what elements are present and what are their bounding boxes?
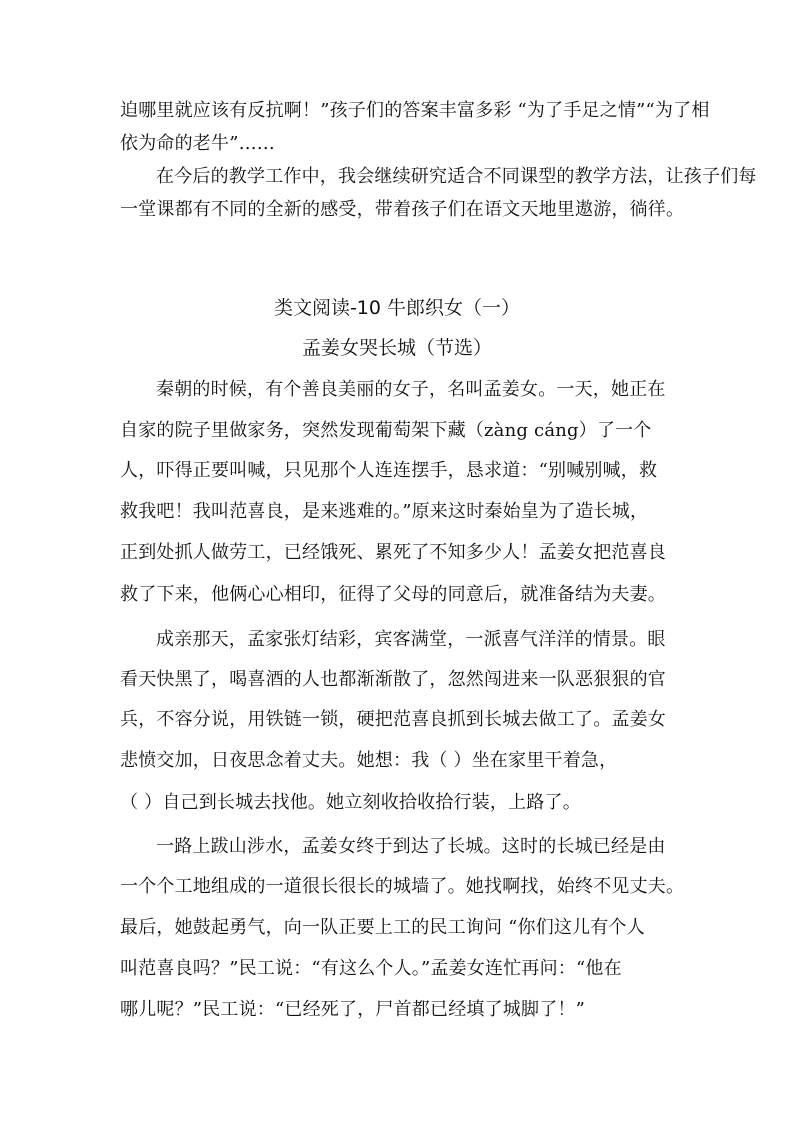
story-line-6: 救了下来，他俩心心相印，征得了父母的同意后，就准备结为夫妻。 <box>120 584 666 605</box>
story-line-2: 自家的院子里做家务，突然发现葡萄架下藏（zàng cáng）了一个 <box>120 420 652 441</box>
story-line-8: 看天快黑了，喝喜酒的人也都渐渐散了，忽然闯进来一队恶狠狠的官 <box>120 669 666 690</box>
story-line-5: 正到处抓人做劳工，已经饿死、累死了不知多少人！孟姜女把范喜良 <box>120 542 666 563</box>
top-paragraph-line-4: 一堂课都有不同的全新的感受，带着孩子们在语文天地里遨游，徜徉。 <box>120 199 685 220</box>
story-line-14: 最后，她鼓起勇气，向一队正要上工的民工询问 “你们这儿有个人 <box>120 917 645 938</box>
top-paragraph-line-1: 迫哪里就应该有反抗啊！”孩子们的答案丰富多彩 “为了手足之情”“为了相 <box>120 100 710 121</box>
story-line-16: 哪儿呢？”民工说：“已经死了，尸首都已经填了城脚了！” <box>120 999 586 1020</box>
story-line-4: 救我吧！我叫范喜良，是来逃难的。”原来这时秦始皇为了造长城， <box>120 501 649 522</box>
story-line-12: 一路上跋山涉水，孟姜女终于到达了长城。这时的长城已经是由 <box>156 836 666 857</box>
article-subtitle: 孟姜女哭长城（节选） <box>301 337 492 359</box>
top-paragraph-line-2: 依为命的老牛”…… <box>120 133 276 154</box>
story-line-3: 人，吓得正要叫喊，只见那个人连连摆手，恳求道：“别喊别喊，救 <box>120 460 658 481</box>
top-paragraph-line-3: 在今后的教学工作中，我会继续研究适合不同课型的教学方法，让孩子们每 <box>156 166 757 187</box>
article-heading: 类文阅读-10 牛郎织女（一） <box>273 297 521 319</box>
story-line-11: （ ）自己到长城去找他。她立刻收拾收拾行装，上路了。 <box>120 792 581 813</box>
story-line-1: 秦朝的时候，有个善良美丽的女子，名叫孟姜女。一天，她正在 <box>156 379 666 400</box>
story-line-7: 成亲那天，孟家张灯结彩，宾客满堂，一派喜气洋洋的情景。眼 <box>156 629 666 650</box>
story-line-13: 一个个工地组成的一道很长很长的城墙了。她找啊找，始终不见丈夫。 <box>120 876 685 897</box>
story-line-15: 叫范喜良吗？”民工说：“有这么个人。”孟姜女连忙再问：“他在 <box>120 958 622 979</box>
story-line-10: 悲愤交加，日夜思念着丈夫。她想：我（ ）坐在家里干着急， <box>120 750 618 771</box>
story-line-9: 兵，不容分说，用铁链一锁，硬把范喜良抓到长城去做工了。孟姜女 <box>120 709 666 730</box>
